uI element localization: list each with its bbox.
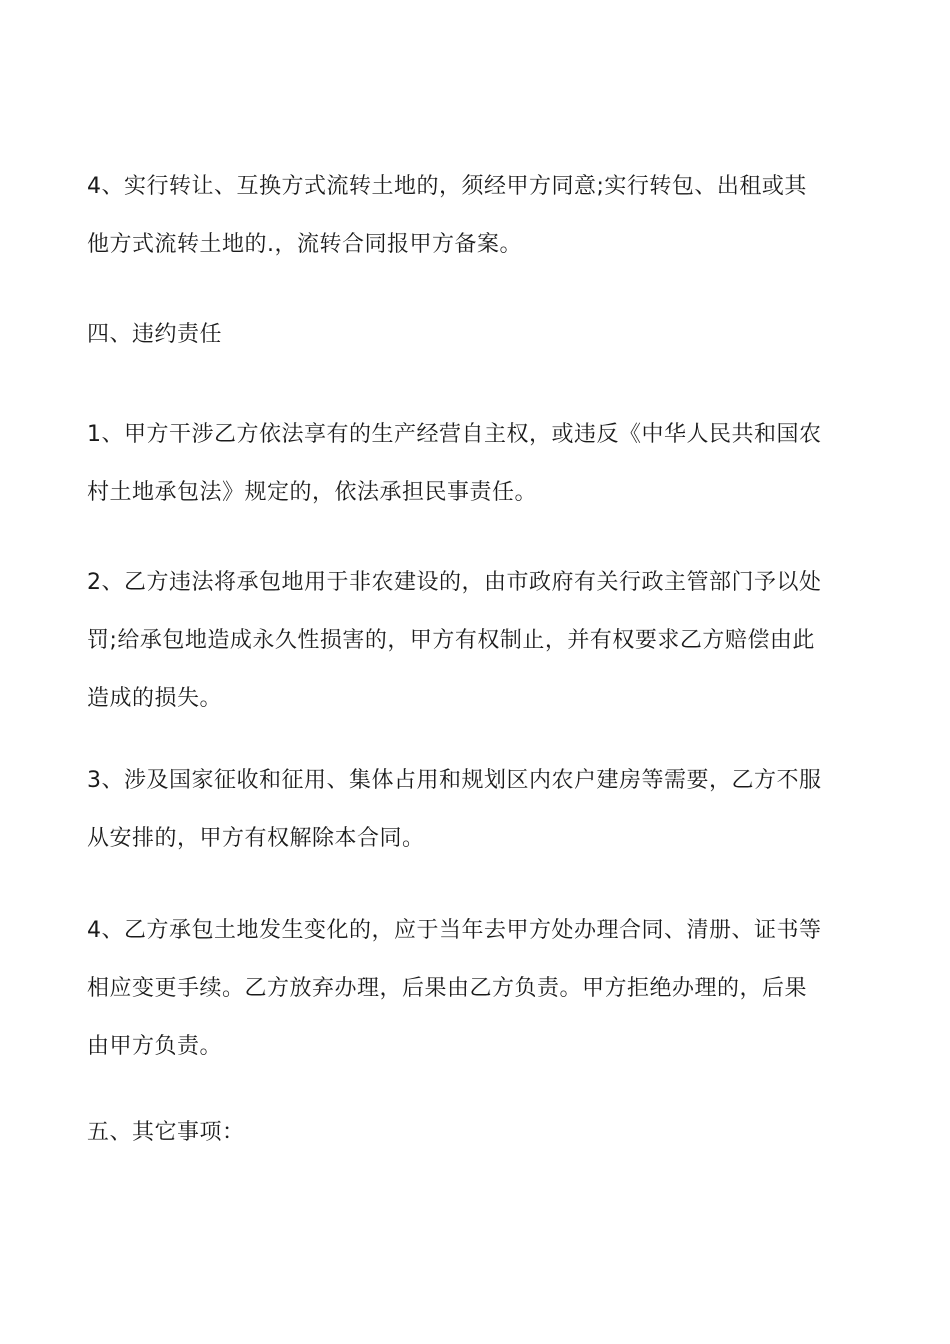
text-line: 他方式流转土地的.，流转合同报甲方备案。 — [87, 232, 522, 257]
clause-4-transfer — [87, 158, 867, 274]
text-line: 造成的损失。 — [87, 686, 223, 711]
text-line: 从安排的，甲方有权解除本合同。 — [87, 826, 425, 851]
text-line: 4、实行转让、互换方式流转土地的，须经甲方同意;实行转包、出租或其 — [87, 174, 807, 199]
text-line: 四、违约责任 — [87, 322, 223, 347]
text-line: 罚;给承包地造成永久性损害的，甲方有权制止，并有权要求乙方赔偿由此 — [87, 628, 815, 653]
text-line: 五、其它事项： — [87, 1120, 245, 1145]
text-line: 2、乙方违法将承包地用于非农建设的，由市政府有关行政主管部门予以处 — [87, 570, 822, 595]
clause-1-party-a-liability — [87, 406, 867, 522]
text-line: 3、涉及国家征收和征用、集体占用和规划区内农户建房等需要，乙方不服 — [87, 768, 822, 793]
section-heading-breach — [87, 306, 867, 364]
text-line: 村土地承包法》规定的，依法承担民事责任。 — [87, 480, 538, 505]
text-line: 1、甲方干涉乙方依法享有的生产经营自主权，或违反《中华人民共和国农 — [87, 422, 822, 447]
text-line: 相应变更手续。乙方放弃办理，后果由乙方负责。甲方拒绝办理的，后果 — [87, 976, 808, 1001]
section-heading-other-matters — [87, 1104, 867, 1162]
text-line: 4、乙方承包土地发生变化的，应于当年去甲方处办理合同、清册、证书等 — [87, 918, 822, 943]
clause-3-expropriation — [87, 752, 867, 868]
clause-4-change-procedure — [87, 902, 867, 1076]
text-line: 由甲方负责。 — [87, 1034, 223, 1059]
clause-2-illegal-use — [87, 554, 867, 728]
